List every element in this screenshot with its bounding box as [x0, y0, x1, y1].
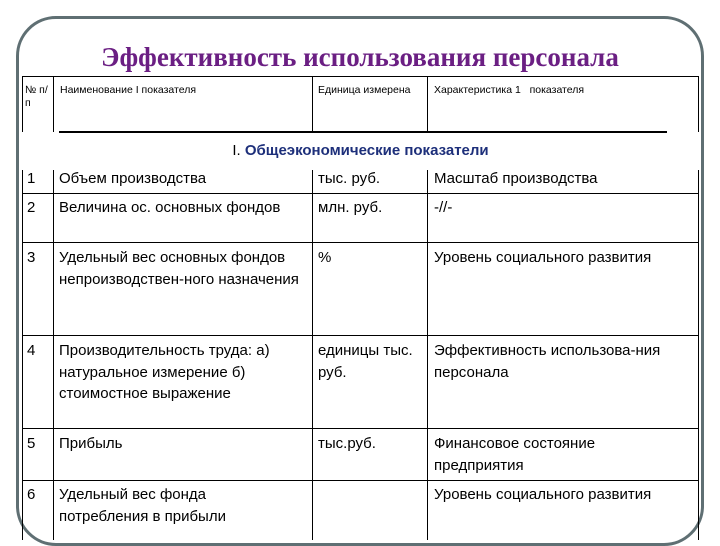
col-divider — [312, 76, 313, 132]
header-divider — [59, 131, 667, 133]
row-divider — [22, 480, 699, 481]
header-name: Наименование I показателя — [60, 84, 197, 96]
row-num: 4 — [27, 342, 36, 359]
row-name: Удельный вес фонда потребления в прибыли — [59, 486, 226, 525]
col-divider — [22, 76, 23, 132]
table-border-top — [22, 76, 699, 77]
row-name: Удельный вес основных фондов непроизводствен-ного назначения — [59, 249, 299, 288]
col-divider — [427, 76, 428, 132]
row-divider — [22, 428, 699, 429]
row-divider — [22, 335, 699, 336]
header-characteristic: Характеристика 1 показателя — [434, 84, 585, 96]
col-divider — [427, 170, 428, 540]
col-divider — [312, 170, 313, 540]
page-title: Эффективность использования персонала — [101, 42, 619, 72]
col-divider — [698, 76, 699, 132]
col-divider — [53, 76, 54, 132]
row-name: Объем производства — [59, 170, 207, 187]
row-characteristic: Финансовое состояние предприятия — [434, 435, 596, 474]
row-characteristic: Уровень социального развития — [434, 486, 652, 503]
section-heading — [22, 142, 699, 159]
col-divider — [22, 170, 23, 540]
row-unit: млн. руб. — [318, 199, 383, 216]
row-unit: % — [318, 249, 332, 266]
row-num: 1 — [27, 170, 36, 187]
header-num: № п/п — [25, 84, 48, 109]
row-characteristic: Уровень социального развития — [434, 249, 652, 266]
row-name: Производительность труда: а) натуральное измерение б) стоимостное выражение — [59, 342, 270, 402]
header-unit: Единица измерена — [318, 84, 411, 96]
section-number: I. — [232, 142, 241, 159]
row-name: Величина ос. основных фондов — [59, 199, 281, 216]
row-num: 3 — [27, 249, 36, 266]
row-num: 5 — [27, 435, 36, 452]
row-unit: тыс.руб. — [318, 435, 376, 452]
section-label: Общеэкономические показатели — [244, 142, 489, 159]
col-divider — [698, 170, 699, 540]
row-characteristic: -//- — [434, 199, 453, 216]
row-characteristic: Эффективность использова-ния персонала — [434, 342, 661, 381]
row-num: 2 — [27, 199, 36, 216]
indicators-table — [22, 76, 699, 540]
col-divider — [53, 170, 54, 540]
row-unit: единицы тыс. руб. — [318, 342, 413, 381]
row-characteristic: Масштаб производства — [434, 170, 598, 187]
row-divider — [22, 193, 699, 194]
row-name: Прибыль — [59, 435, 123, 452]
row-unit: тыс. руб. — [318, 170, 381, 187]
row-num: 6 — [27, 486, 36, 503]
row-divider — [22, 242, 699, 243]
